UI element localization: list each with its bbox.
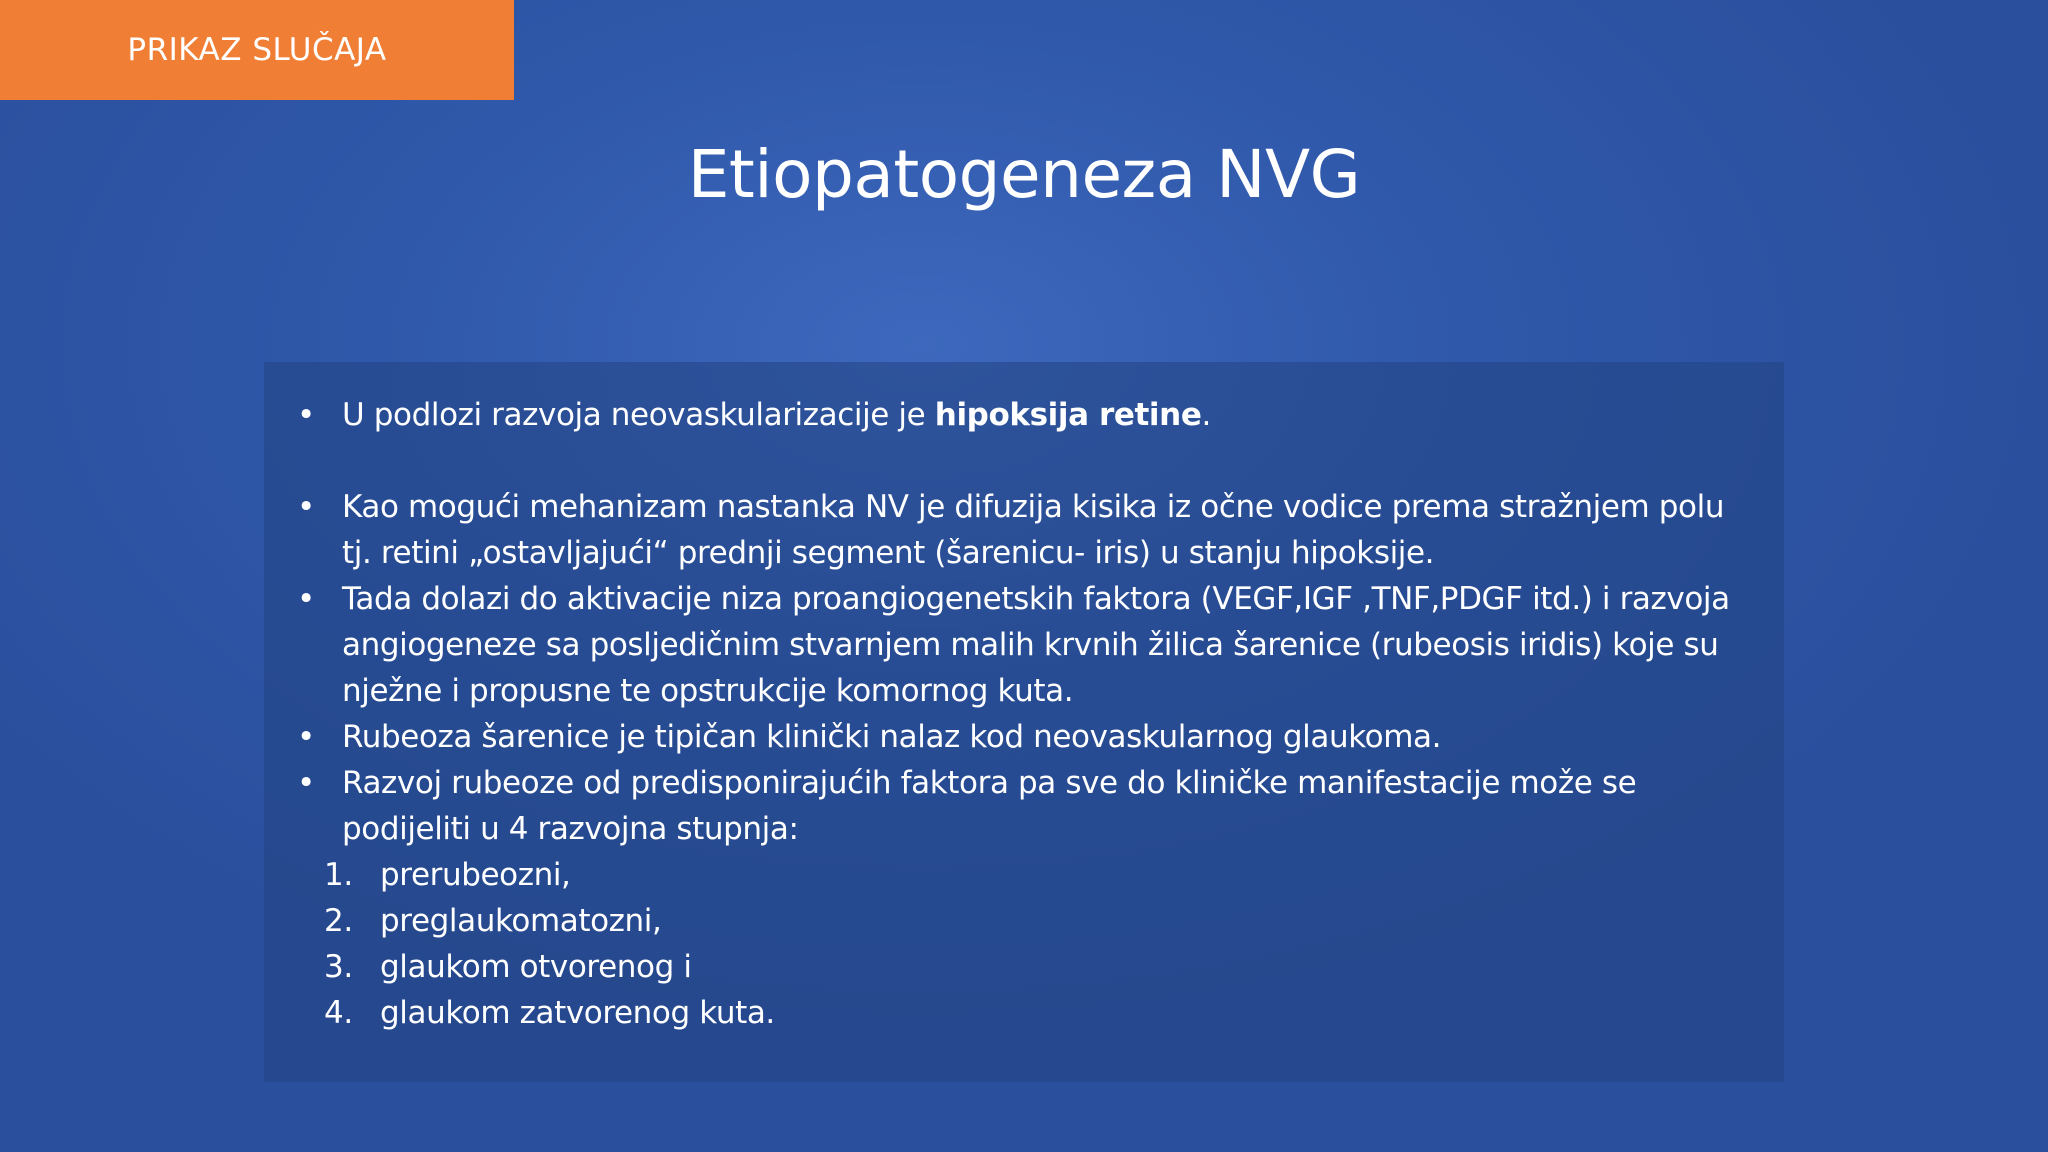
stage-number: 1. — [324, 857, 353, 893]
bullet-item-stages — [294, 760, 1754, 852]
bullet-item-activation — [294, 576, 1754, 714]
bullet-text: Rubeoza šarenice je tipičan klinički nalaz kod neovaskularnog glaukoma. — [342, 719, 1442, 755]
bullet-text: U podlozi razvoja neovaskularizacije je — [342, 397, 935, 433]
bullet-icon: • — [297, 581, 315, 617]
bullet-item-hypoxia — [294, 392, 1754, 438]
stage-item — [324, 852, 1754, 898]
content-box — [264, 362, 1784, 1082]
stage-list — [294, 852, 1754, 1036]
bullet-item-rubeosis — [294, 714, 1754, 760]
stage-number: 2. — [324, 903, 353, 939]
bullet-text: Tada dolazi do aktivacije niza proangiogenetskih faktora (VEGF,IGF ,TNF,PDGF itd.) i razvoja angiogeneze sa posljedičnim stvarnjem malih krvnih žilica šarenice (rubeosis iridis) koje su nježne i propusne te opstrukcije komornog kuta. — [342, 581, 1730, 709]
stage-item — [324, 990, 1754, 1036]
bullet-icon: • — [297, 765, 315, 801]
stage-item — [324, 898, 1754, 944]
section-tag — [0, 0, 514, 100]
bullet-icon: • — [297, 489, 315, 525]
bullet-text-end: . — [1201, 397, 1211, 433]
stage-item — [324, 944, 1754, 990]
stage-text: glaukom zatvorenog kuta. — [380, 995, 775, 1031]
bullet-icon: • — [297, 397, 315, 433]
section-tag-label: PRIKAZ SLUČAJA — [127, 32, 387, 68]
stage-text: prerubeozni, — [380, 857, 571, 893]
stage-text: glaukom otvorenog i — [380, 949, 692, 985]
bullet-icon: • — [297, 719, 315, 755]
stage-text: preglaukomatozni, — [380, 903, 662, 939]
bullet-item-mechanism — [294, 484, 1754, 576]
stage-number: 4. — [324, 995, 353, 1031]
bullet-list — [294, 392, 1754, 852]
slide-title: Etiopatogeneza NVG — [687, 136, 1361, 213]
bullet-text: Kao mogući mehanizam nastanka NV je difuzija kisika iz očne vodice prema stražnjem polu tj. retini „ostavljajući“ prednji segment (šarenicu- iris) u stanju hipoksije. — [342, 489, 1725, 571]
bullet-bold-phrase: hipoksija retine — [934, 397, 1202, 433]
stage-number: 3. — [324, 949, 353, 985]
bullet-text: Razvoj rubeoze od predisponirajućih faktora pa sve do kliničke manifestacije može se podijeliti u 4 razvojna stupnja: — [342, 765, 1637, 847]
